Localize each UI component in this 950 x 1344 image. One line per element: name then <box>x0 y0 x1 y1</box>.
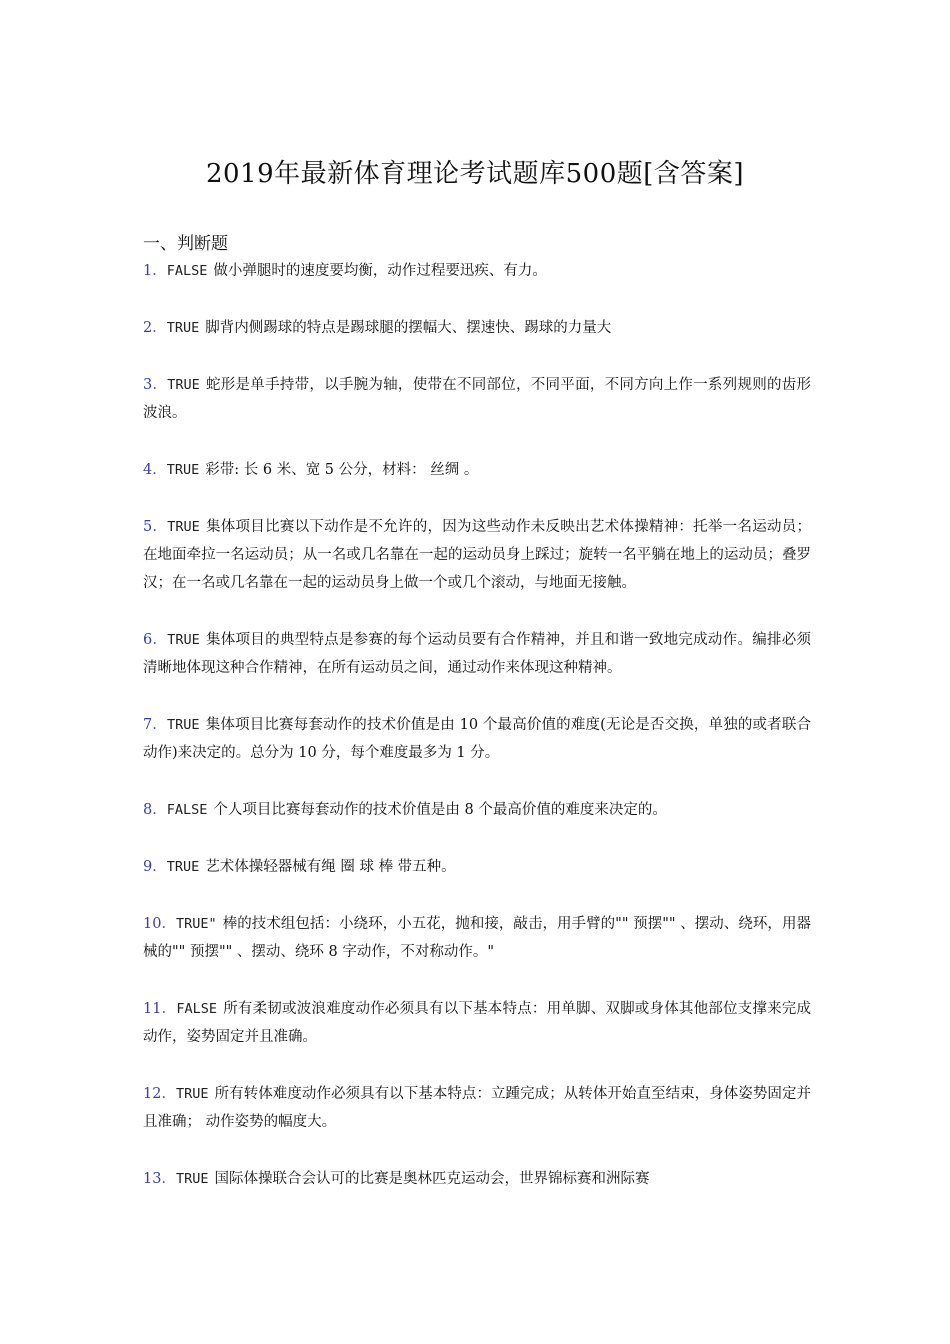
question-item <box>143 314 811 342</box>
question-item <box>143 456 811 484</box>
question-number: 12． <box>143 1086 177 1102</box>
question-number: 9． <box>143 859 167 875</box>
question-item <box>143 711 811 767</box>
question-answer: TRUE <box>166 859 200 875</box>
question-number: 4． <box>143 462 167 478</box>
question-item <box>143 853 811 881</box>
question-item <box>143 1080 811 1136</box>
question-text: 集体项目的典型特点是参赛的每个运动员要有合作精神，并且和谐一致地完成动作。编排必须清晰地体现这种合作精神，在所有运动员之间，通过动作来体现这种精神。 <box>143 632 811 676</box>
question-answer: TRUE <box>167 377 200 393</box>
question-text: 集体项目比赛每套动作的技术价值是由 10 个最高价值的难度(无论是否交换，单独的或者联合动作)来决定的。总分为 10 分，每个难度最多为 1 分。 <box>143 717 811 761</box>
question-item <box>143 513 811 597</box>
question-number: 6． <box>143 632 168 648</box>
question-answer: TRUE <box>175 1171 209 1187</box>
question-number: 13． <box>143 1171 176 1187</box>
question-number: 11． <box>143 1001 177 1017</box>
question-text: 艺术体操轻器械有绳 圈 球 棒 带五种。 <box>205 859 456 875</box>
question-number: 10． <box>143 916 177 932</box>
question-item <box>143 796 811 824</box>
question-text: 集体项目比赛以下动作是不允许的，因为这些动作未反映出艺术体操精神：托举一名运动员；在地面牵拉一名运动员；从一名或几名靠在一起的运动员身上踩过；旋转一名平躺在地上的运动员；叠罗汉；在一名或几名靠在一起的运动员身上做一个或几个滚动，与地面无接触。 <box>143 519 811 591</box>
question-item <box>143 910 811 966</box>
question-number: 2． <box>143 320 167 336</box>
question-item <box>143 1165 811 1193</box>
question-list <box>143 257 811 1222</box>
question-number: 1． <box>143 263 167 279</box>
question-text: 国际体操联合会认可的比赛是奥林匹克运动会，世界锦标赛和洲际赛 <box>214 1171 650 1187</box>
question-answer: TRUE <box>166 320 200 336</box>
question-item <box>143 371 811 427</box>
question-number: 5． <box>143 519 168 535</box>
question-text: 所有柔韧或波浪难度动作必须具有以下基本特点：用单脚、双脚或身体其他部位支撑来完成动作，姿势固定并且准确。 <box>143 1001 812 1045</box>
question-text: 蛇形是单手持带，以手腕为轴，使带在不同部位，不同平面，不同方向上作一系列规则的齿形波浪。 <box>143 377 811 421</box>
question-text: 个人项目比赛每套动作的技术价值是由 8 个最高价值的难度来决定的。 <box>213 802 667 818</box>
question-answer: FALSE <box>176 1001 217 1017</box>
question-item <box>143 626 811 682</box>
question-number: 8． <box>143 802 167 818</box>
question-answer: TRUE <box>167 632 200 648</box>
question-number: 7． <box>143 717 168 733</box>
question-answer: TRUE <box>166 462 200 478</box>
question-answer: TRUE <box>167 717 200 733</box>
question-text: 脚背内侧踢球的特点是踢球腿的摆幅大、摆速快、踢球的力量大 <box>205 320 612 336</box>
question-answer: TRUE <box>167 519 200 535</box>
question-item <box>143 995 811 1051</box>
document-title: 2019年最新体育理论考试题库500题[含答案] <box>205 159 745 189</box>
question-text: 所有转体难度动作必须具有以下基本特点：立踵完成；从转体开始直至结束，身体姿势固定并且准确； 动作姿势的幅度大。 <box>143 1086 811 1130</box>
question-number: 3． <box>143 377 168 393</box>
question-answer: FALSE <box>166 802 208 818</box>
question-answer: TRUE" <box>176 916 217 932</box>
section-heading: 一、判断题 <box>143 234 228 254</box>
question-text: 棒的技术组包括：小绕环，小五花，抛和接，敲击，用手臂的"" 预摆"" 、摆动、绕环，用器械的"" 预摆"" 、摆动、绕环 8 字动作，不对称动作。" <box>143 916 811 960</box>
question-text: 做小弹腿时的速度要均衡，动作过程要迅疾、有力。 <box>213 263 547 279</box>
question-item <box>143 257 811 285</box>
question-answer: FALSE <box>166 263 208 279</box>
question-answer: TRUE <box>176 1086 209 1102</box>
question-text: 彩带: 长 6 米、宽 5 公分，材料： 丝绸 。 <box>205 462 479 478</box>
